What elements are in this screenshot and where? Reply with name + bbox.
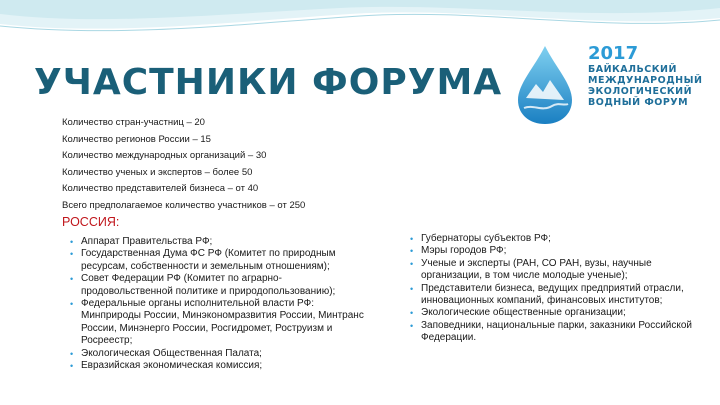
logo-line: ВОДНЫЙ ФОРУМ [588,97,689,108]
bullet-icon: • [410,283,414,294]
list-item-text: Федеральные органы исполнительной власти РФ: Минприроды России, Минэкономразвития России, Минтранс России, Минэнерго России, Росгидромет, Роструизм и Росреестр; [81,298,364,347]
list-item [70,360,370,372]
list-item [70,348,370,360]
bullet-icon: • [410,308,414,319]
list-item-text: Представители бизнеса, ведущих предприятий отрасли, инновационных компаний, финансовых институтов; [421,282,684,307]
logo-line: МЕЖДУНАРОДНЫЙ [588,75,703,86]
list-item-text: Совет Федерации РФ (Комитет по аграрно-продовольственной политике и природопользованию); [81,273,336,297]
list-item [410,320,700,345]
stat-line: Количество представителей бизнеса – от 40 [62,183,259,195]
list-item [410,283,700,308]
stat-line: Всего предполагаемое количество участников – от 250 [62,199,306,211]
bullet-icon: • [70,274,74,285]
list-item [70,248,370,273]
list-item-text: Мэры городов РФ; [421,245,507,257]
bullet-icon: • [410,246,414,257]
logo-year: 2017 [588,43,639,64]
bullet-icon: • [70,237,74,247]
bullet-icon: • [410,320,414,331]
list-item [410,233,700,245]
list-item-text: Экологическая Общественная Палата; [81,347,262,359]
bullet-icon: • [70,299,74,310]
bullet-icon: • [410,258,414,269]
participants-list-left [70,236,370,372]
list-item [70,236,370,248]
stat-line: Количество международных организаций – 30 [62,150,267,162]
list-item-text: Евразийская экономическая комиссия; [81,360,263,372]
bullet-icon: • [70,249,74,260]
region-heading: РОССИЯ: [62,215,120,229]
bullet-icon: • [70,361,74,372]
stat-line: Количество регионов России – 15 [62,133,211,145]
list-item-text: Аппарат Правительства РФ; [81,236,213,247]
statistics-block [62,115,305,215]
participants-list-right [410,233,700,345]
slide-title: УЧАСТНИКИ ФОРУМА [34,62,503,103]
list-item [70,273,370,298]
list-item [70,298,370,348]
list-item [410,258,700,283]
forum-logo [588,44,713,108]
stat-line: Количество стран-участниц – 20 [62,117,205,128]
logo-line: ЭКОЛОГИЧЕСКИЙ [588,86,693,97]
bullet-icon: • [70,348,74,359]
list-item-text: Государственная Дума ФС РФ (Комитет по природным ресурсам, собственности и земельным отношениям); [81,248,336,272]
list-item-text: Экологические общественные организации; [421,307,626,319]
stat-line: Количество ученых и экспертов – более 50 [62,166,253,178]
list-item [410,307,700,319]
list-item-text: Губернаторы субъектов РФ; [421,233,551,244]
bullet-icon: • [410,234,414,244]
list-item [410,245,700,257]
list-item-text: Заповедники, национальные парки, заказники Российской Федерации. [421,319,692,344]
water-drop-icon [512,44,578,126]
logo-line: БАЙКАЛЬСКИЙ [588,64,677,75]
list-item-text: Ученые и эксперты (РАН, СО РАН, вузы, научные организации, в том числе молодые ученые); [421,257,652,282]
